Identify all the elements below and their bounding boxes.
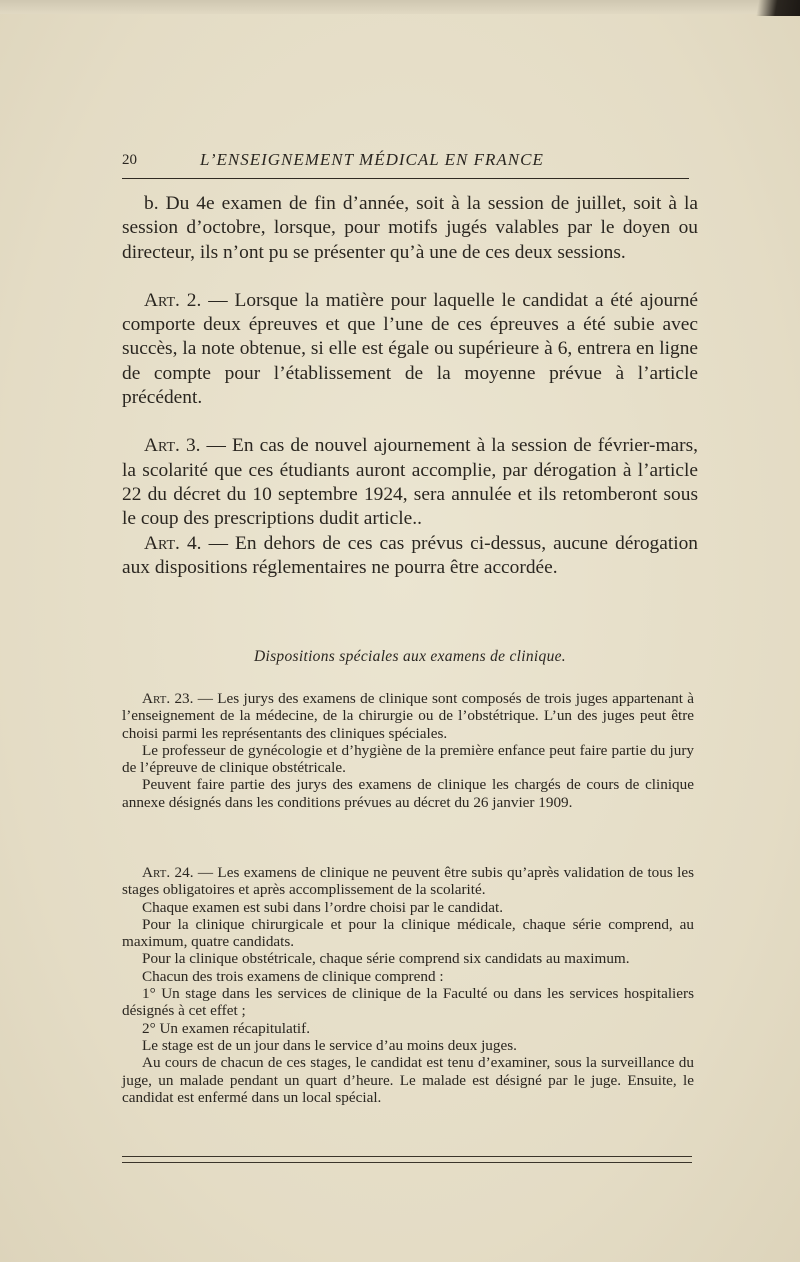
bottom-rule [122,1156,692,1163]
page-number: 20 [122,152,137,168]
paragraph [122,742,694,777]
article-text: — Les jurys des examens de clinique sont composés de trois juges appartenant à l’enseignement de la médecine, de la chirurgie ou de l’obstétrique. L’un des juges peut être choisi parmi les représentants des cliniques spéciales. [122,690,694,742]
paragraph [122,776,694,811]
main-text [122,192,698,580]
paragraph-text: Chaque examen est subi dans l’ordre choisi par le candidat. [142,898,504,916]
article-3 [122,434,698,531]
paragraph-text: Au cours de chacun de ces stages, le candidat est tenu d’examiner, sous la surveillance du juge, un malade pendant un quart d’heure. Le malade est désigné par le juge. Ensuite, le candidat est enfermé dans un local spécial. [122,1054,694,1106]
paragraph-text: 1° Un stage dans les services de clinique de la Faculté ou dans les services hospitaliers désignés à cet effet ; [122,985,694,1020]
article-label: Art. 23. [142,690,194,707]
page-header [122,152,689,179]
paragraph-text: 2° Un examen récapitulatif. [142,1019,311,1037]
article-2 [122,289,698,410]
article-23-block [122,690,694,811]
page-corner-shadow [740,0,800,16]
article-24-block [122,864,694,1106]
paragraph-text: Chacun des trois examens de clinique comprend : [142,967,444,985]
article-label: Art. 24. [142,864,194,881]
paragraph-text: b. Du 4e examen de fin d’année, soit à la session de juillet, soit à la session d’octobre, lorsque, pour motifs jugés valables par le doyen ou directeur, ils n’ont pu se présenter qu’à une de ces deux sessions. [122,193,698,263]
article-text: — En dehors de ces cas prévus ci-dessus, aucune dérogation aux dispositions réglementaires ne pourra être accordée. [122,532,698,578]
article-text: — Les examens de clinique ne peuvent être subis qu’après validation de tous les stages obligatoires et après accomplissement de la scolarité. [122,864,694,899]
paragraph-b [122,192,698,265]
paragraph-text: Pour la clinique obstétricale, chaque série comprend six candidats au maximum. [142,950,630,968]
paragraph [122,1020,694,1037]
paragraph [122,985,694,1020]
article-text: — Lorsque la matière pour laquelle le candidat a été ajourné comporte deux épreuves et que l’une de ces épreuves a été subie avec succès, la note obtenue, si elle est égale ou supérieure à 6, entrera en ligne de compte pour l’établissement de la moyenne prévue à l’article précédent. [122,289,698,409]
paragraph-text: Le professeur de gynécologie et d’hygiène de la première enfance peut faire partie du jury de l’épreuve de clinique obstétricale. [122,741,694,777]
paragraph [122,968,694,985]
article-23 [122,690,694,742]
paragraph-text: Le stage est de un jour dans le service d’au moins deux juges. [142,1036,517,1054]
article-label: Art. 2. [144,289,202,311]
article-text: — En cas de nouvel ajournement à la session de février-mars, la scolarité que ces étudiants auront accomplie, par dérogation à l’article 22 du décret du 10 septembre 1924, sera annulée et ils retomberont sous le coup des prescriptions dudit article.. [122,435,698,530]
paragraph [122,1037,694,1054]
page-top-edge [0,0,800,14]
paragraph [122,950,694,967]
paragraph-text: Pour la clinique chirurgicale et pour la clinique médicale, chaque série comprend, au maximum, quatre candidats. [122,915,694,951]
paragraph [122,899,694,916]
article-label: Art. 4. [144,532,202,554]
article-label: Art. 3. [144,435,201,457]
paragraph-text: Peuvent faire partie des jurys des examens de clinique les chargés de cours de clinique annexe désignés dans les conditions prévues au décret du 26 janvier 1909. [122,776,694,811]
running-title: L’ENSEIGNEMENT MÉDICAL EN FRANCE [200,150,544,169]
article-4 [122,532,698,581]
paragraph [122,916,694,951]
section-title: Dispositions spéciales aux examens de clinique. [254,648,566,665]
article-24 [122,864,694,899]
paragraph [122,1054,694,1106]
